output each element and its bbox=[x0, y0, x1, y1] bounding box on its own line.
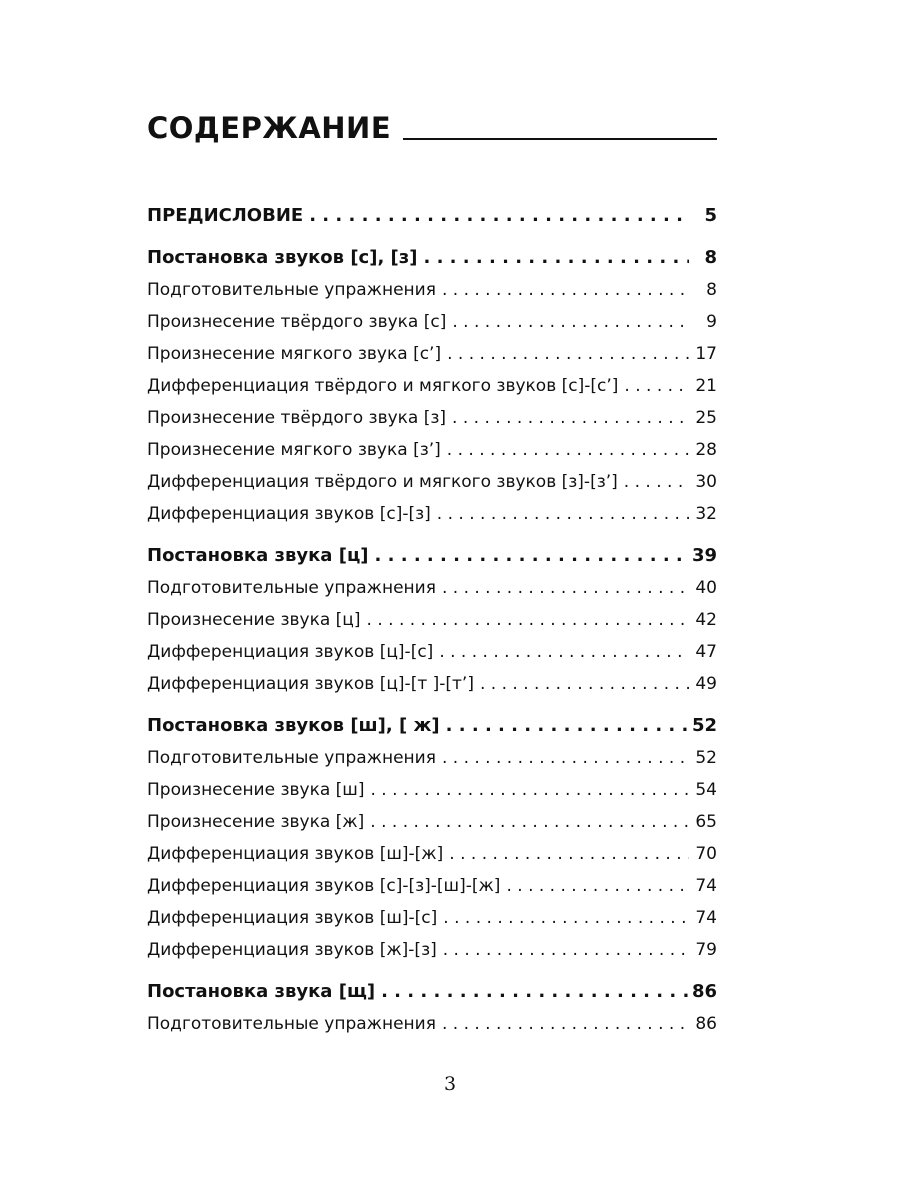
toc-entry[interactable] bbox=[147, 274, 717, 306]
toc-entry-page: 9 bbox=[706, 312, 717, 332]
toc-entry-page: 42 bbox=[695, 610, 717, 630]
toc-title-row bbox=[147, 103, 717, 143]
dot-leader bbox=[446, 402, 689, 434]
dot-leader bbox=[417, 242, 689, 274]
toc-entry[interactable] bbox=[147, 668, 717, 700]
toc-entry-label: Дифференциация твёрдого и мягкого звуков [с]-[с’] bbox=[147, 376, 619, 396]
dot-leader bbox=[303, 200, 689, 232]
toc-entry-label: Постановка звуков [ш], [ ж] bbox=[147, 715, 440, 736]
section-gap bbox=[147, 966, 717, 976]
toc-entry[interactable] bbox=[147, 402, 717, 434]
toc-entry-label: Дифференциация твёрдого и мягкого звуков [з]-[з’] bbox=[147, 472, 618, 492]
dot-leader bbox=[436, 274, 689, 306]
toc-entry-page: 86 bbox=[691, 981, 717, 1002]
dot-leader bbox=[369, 540, 688, 572]
dot-leader bbox=[437, 902, 689, 934]
toc-entry[interactable] bbox=[147, 604, 717, 636]
toc-entry-page: 8 bbox=[706, 280, 717, 300]
toc-entry-label: Подготовительные упражнения bbox=[147, 748, 436, 768]
toc-entry-page: 8 bbox=[704, 247, 717, 268]
toc-entry[interactable] bbox=[147, 742, 717, 774]
toc-entry-label: Произнесение твёрдого звука [з] bbox=[147, 408, 447, 428]
dot-leader bbox=[618, 466, 689, 498]
dot-leader bbox=[433, 636, 689, 668]
toc-entry[interactable] bbox=[147, 306, 717, 338]
toc-entry-page: 79 bbox=[695, 940, 717, 960]
toc-entry-page: 47 bbox=[695, 642, 717, 662]
toc-entry-page: 28 bbox=[695, 440, 717, 460]
toc-entry-page: 52 bbox=[691, 715, 717, 736]
dot-leader bbox=[431, 498, 689, 530]
toc-entry-label: Постановка звука [ц] bbox=[147, 545, 369, 566]
toc-entry-page: 74 bbox=[695, 908, 717, 928]
dot-leader bbox=[618, 370, 689, 402]
toc-entry-label: Произнесение твёрдого звука [с] bbox=[147, 312, 447, 332]
toc-entry-page: 25 bbox=[695, 408, 717, 428]
toc-entry-label: Произнесение мягкого звука [с’] bbox=[147, 344, 442, 364]
dot-leader bbox=[474, 668, 689, 700]
dot-leader bbox=[441, 338, 689, 370]
toc-entry-label: Постановка звуков [с], [з] bbox=[147, 247, 418, 268]
toc-entry-page: 49 bbox=[695, 674, 717, 694]
dot-leader bbox=[364, 806, 689, 838]
toc-entry[interactable] bbox=[147, 870, 717, 902]
toc-entry-page: 86 bbox=[695, 1014, 717, 1034]
dot-leader bbox=[436, 742, 689, 774]
toc-entry-label: Произнесение мягкого звука [з’] bbox=[147, 440, 441, 460]
toc-entry-label: Дифференциация звуков [ц]-[т ]-[т’] bbox=[147, 674, 474, 694]
dot-leader bbox=[500, 870, 689, 902]
toc-entry-label: Постановка звука [щ] bbox=[147, 981, 376, 1002]
page-title: СОДЕРЖАНИЕ bbox=[147, 111, 392, 145]
toc-entry-page: 21 bbox=[695, 376, 717, 396]
dot-leader bbox=[440, 710, 688, 742]
table-of-contents bbox=[147, 200, 717, 1040]
section-gap bbox=[147, 530, 717, 540]
toc-entry[interactable] bbox=[147, 370, 717, 402]
toc-entry-page: 30 bbox=[695, 472, 717, 492]
toc-entry-page: 52 bbox=[695, 748, 717, 768]
toc-entry-label: Дифференциация звуков [ц]-[с] bbox=[147, 642, 434, 662]
toc-entry-label: Подготовительные упражнения bbox=[147, 1014, 436, 1034]
dot-leader bbox=[436, 1008, 689, 1040]
toc-entry-page: 74 bbox=[695, 876, 717, 896]
dot-leader bbox=[361, 604, 689, 636]
section-gap bbox=[147, 700, 717, 710]
toc-entry-label: Дифференциация звуков [ш]-[с] bbox=[147, 908, 438, 928]
toc-entry[interactable] bbox=[147, 806, 717, 838]
page-number: 3 bbox=[443, 1073, 457, 1095]
dot-leader bbox=[437, 934, 689, 966]
toc-entry-label: Подготовительные упражнения bbox=[147, 280, 436, 300]
toc-entry-page: 65 bbox=[695, 812, 717, 832]
toc-entry[interactable] bbox=[147, 434, 717, 466]
toc-entry-label: Дифференциация звуков [с]-[з] bbox=[147, 504, 431, 524]
toc-entry[interactable] bbox=[147, 636, 717, 668]
toc-entry[interactable] bbox=[147, 934, 717, 966]
toc-entry-label: Произнесение звука [ш] bbox=[147, 780, 365, 800]
title-underline bbox=[403, 138, 717, 140]
toc-entry-label: Произнесение звука [ц] bbox=[147, 610, 361, 630]
toc-entry[interactable] bbox=[147, 902, 717, 934]
toc-entry[interactable] bbox=[147, 838, 717, 870]
toc-entry-label: Дифференциация звуков [ж]-[з] bbox=[147, 940, 437, 960]
dot-leader bbox=[365, 774, 690, 806]
toc-section-heading[interactable] bbox=[147, 976, 717, 1008]
toc-entry-page: 32 bbox=[695, 504, 717, 524]
toc-entry-page: 40 bbox=[695, 578, 717, 598]
toc-entry[interactable] bbox=[147, 338, 717, 370]
toc-entry[interactable] bbox=[147, 466, 717, 498]
toc-entry[interactable] bbox=[147, 1008, 717, 1040]
dot-leader bbox=[441, 434, 689, 466]
toc-entry-label: Произнесение звука [ж] bbox=[147, 812, 365, 832]
toc-entry-page: 39 bbox=[691, 545, 717, 566]
toc-entry-page: 5 bbox=[704, 205, 717, 226]
dot-leader bbox=[436, 572, 689, 604]
toc-section-heading[interactable] bbox=[147, 710, 717, 742]
dot-leader bbox=[443, 838, 689, 870]
dot-leader bbox=[446, 306, 689, 338]
toc-entry[interactable] bbox=[147, 774, 717, 806]
toc-entry-page: 17 bbox=[695, 344, 717, 364]
toc-entry-page: 70 bbox=[695, 844, 717, 864]
dot-leader bbox=[375, 976, 688, 1008]
toc-entry-page: 54 bbox=[695, 780, 717, 800]
toc-section-heading[interactable] bbox=[147, 540, 717, 572]
toc-section-heading[interactable] bbox=[147, 200, 717, 232]
toc-entry-label: Подготовительные упражнения bbox=[147, 578, 436, 598]
toc-entry-label: Дифференциация звуков [с]-[з]-[ш]-[ж] bbox=[147, 876, 501, 896]
toc-entry-label: ПРЕДИСЛОВИЕ bbox=[147, 205, 304, 226]
toc-entry[interactable] bbox=[147, 572, 717, 604]
toc-entry-label: Дифференциация звуков [ш]-[ж] bbox=[147, 844, 444, 864]
section-gap bbox=[147, 232, 717, 242]
toc-section-heading[interactable] bbox=[147, 242, 717, 274]
toc-entry[interactable] bbox=[147, 498, 717, 530]
